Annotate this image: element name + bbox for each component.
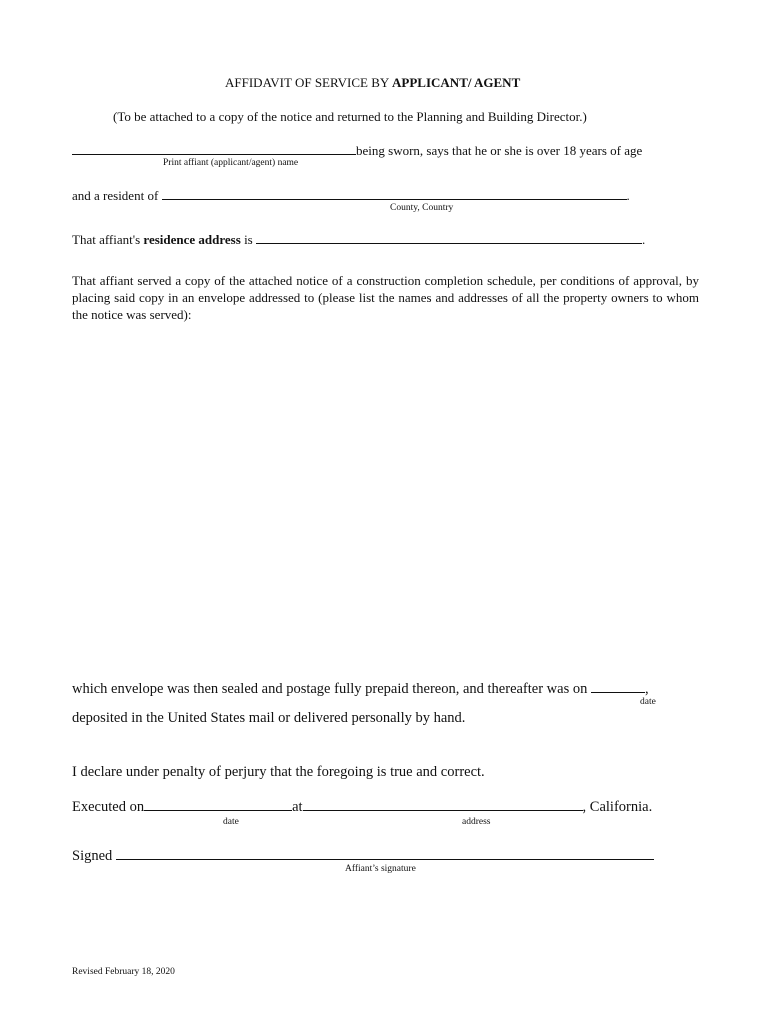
county-country-field[interactable] [162, 187, 627, 200]
county-country-caption: County, Country [390, 203, 454, 213]
mailing-date-field[interactable] [591, 680, 645, 693]
affiant-statement: being sworn, says that he or she is over 18 years of age [72, 142, 642, 159]
property-owners-list-area[interactable] [72, 330, 699, 670]
signed-statement: Signed [72, 847, 654, 865]
mailing-date-caption: date [640, 697, 656, 707]
envelope-statement: which envelope was then sealed and postage fully prepaid thereon, and thereafter was on , [72, 681, 649, 697]
residence-address-statement: That affiant's residence address is . [72, 232, 646, 247]
resident-statement: and a resident of . [72, 188, 630, 203]
signature-field[interactable] [116, 847, 654, 860]
affiant-name-field[interactable] [72, 142, 356, 155]
affiant-name-caption: Print affiant (applicant/agent) name [163, 158, 299, 168]
executed-statement: Executed on at , California. [72, 799, 653, 815]
executed-address-caption: address [462, 817, 491, 827]
signature-caption: Affiant’s signature [345, 864, 416, 874]
service-paragraph: That affiant served a copy of the attached notice of a construction completion schedule, per conditions of approval, by placing said copy in an envelope addressed to (please list the names and addresses of all the property owners to whom the notice was served): [72, 273, 699, 322]
residence-address-field[interactable] [256, 231, 642, 244]
executed-date-caption: date [223, 817, 239, 827]
document-subtitle: (To be attached to a copy of the notice and returned to the Planning and Building Director.) [113, 109, 587, 124]
declaration-statement: I declare under penalty of perjury that the foregoing is true and correct. [72, 764, 485, 780]
executed-date-field[interactable] [144, 798, 292, 811]
deposited-statement: deposited in the United States mail or delivered personally by hand. [72, 710, 466, 726]
revision-date: Revised February 18, 2020 [72, 967, 175, 977]
executed-address-field[interactable] [303, 798, 583, 811]
document-title: AFFIDAVIT OF SERVICE BY APPLICANT/ AGENT [225, 75, 521, 90]
